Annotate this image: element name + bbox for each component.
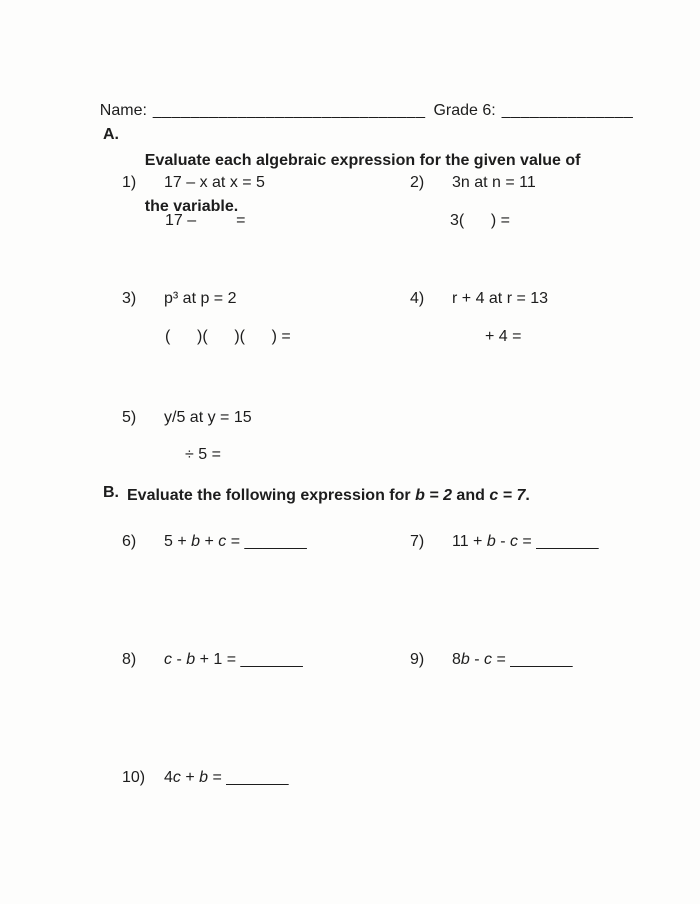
section-b-title: Evaluate the following expression for b = 2 and c = 7. (127, 487, 530, 504)
question-2 (410, 174, 536, 192)
grade-label: Grade 6: (433, 102, 496, 119)
question-expression: 5 + b + c = _______ (164, 533, 307, 550)
question-number: 10) (122, 769, 146, 786)
question-expression: c - b + 1 = _______ (164, 651, 303, 668)
work-line-5: ÷ 5 = (185, 446, 221, 463)
question-number: 9) (410, 651, 425, 668)
question-expression: 8b - c = _______ (452, 651, 573, 668)
work-line-3: ( )( )( ) = (165, 328, 291, 345)
question-8 (122, 651, 303, 669)
question-number: 7) (410, 533, 425, 550)
section-a-title-line2: the variable. (144, 198, 239, 215)
grade-blank-line: ______________ (501, 102, 634, 119)
question-5 (122, 409, 252, 427)
section-b-label: B. (103, 484, 119, 501)
question-expression: y/5 at y = 15 (164, 409, 252, 426)
question-1 (122, 174, 265, 192)
section-a-label: A. (103, 126, 119, 143)
question-number: 1) (122, 174, 137, 191)
work-line-1: 17 – = (165, 212, 246, 229)
question-6 (122, 533, 307, 551)
question-3 (122, 290, 237, 308)
question-number: 4) (410, 290, 425, 307)
name-label: Name: (99, 102, 147, 119)
question-number: 6) (122, 533, 137, 550)
name-blank-line: _____________________________ (152, 102, 426, 119)
question-10 (122, 769, 289, 787)
work-line-2: 3( ) = (450, 212, 511, 229)
section-a-title-line1: Evaluate each algebraic expression for the given value of (144, 152, 581, 169)
question-4 (410, 290, 548, 308)
question-expression: 4c + b = _______ (164, 769, 289, 786)
question-number: 5) (122, 409, 137, 426)
question-expression: 3n at n = 11 (452, 174, 536, 191)
question-number: 3) (122, 290, 137, 307)
question-expression: r + 4 at r = 13 (452, 290, 549, 307)
work-line-4: + 4 = (485, 328, 522, 345)
question-9 (410, 651, 573, 669)
question-7 (410, 533, 599, 551)
question-expression: p³ at p = 2 (164, 290, 237, 307)
question-number: 2) (410, 174, 425, 191)
question-expression: 11 + b - c = _______ (452, 533, 599, 550)
question-number: 8) (122, 651, 137, 668)
question-expression: 17 – x at x = 5 (164, 174, 265, 191)
